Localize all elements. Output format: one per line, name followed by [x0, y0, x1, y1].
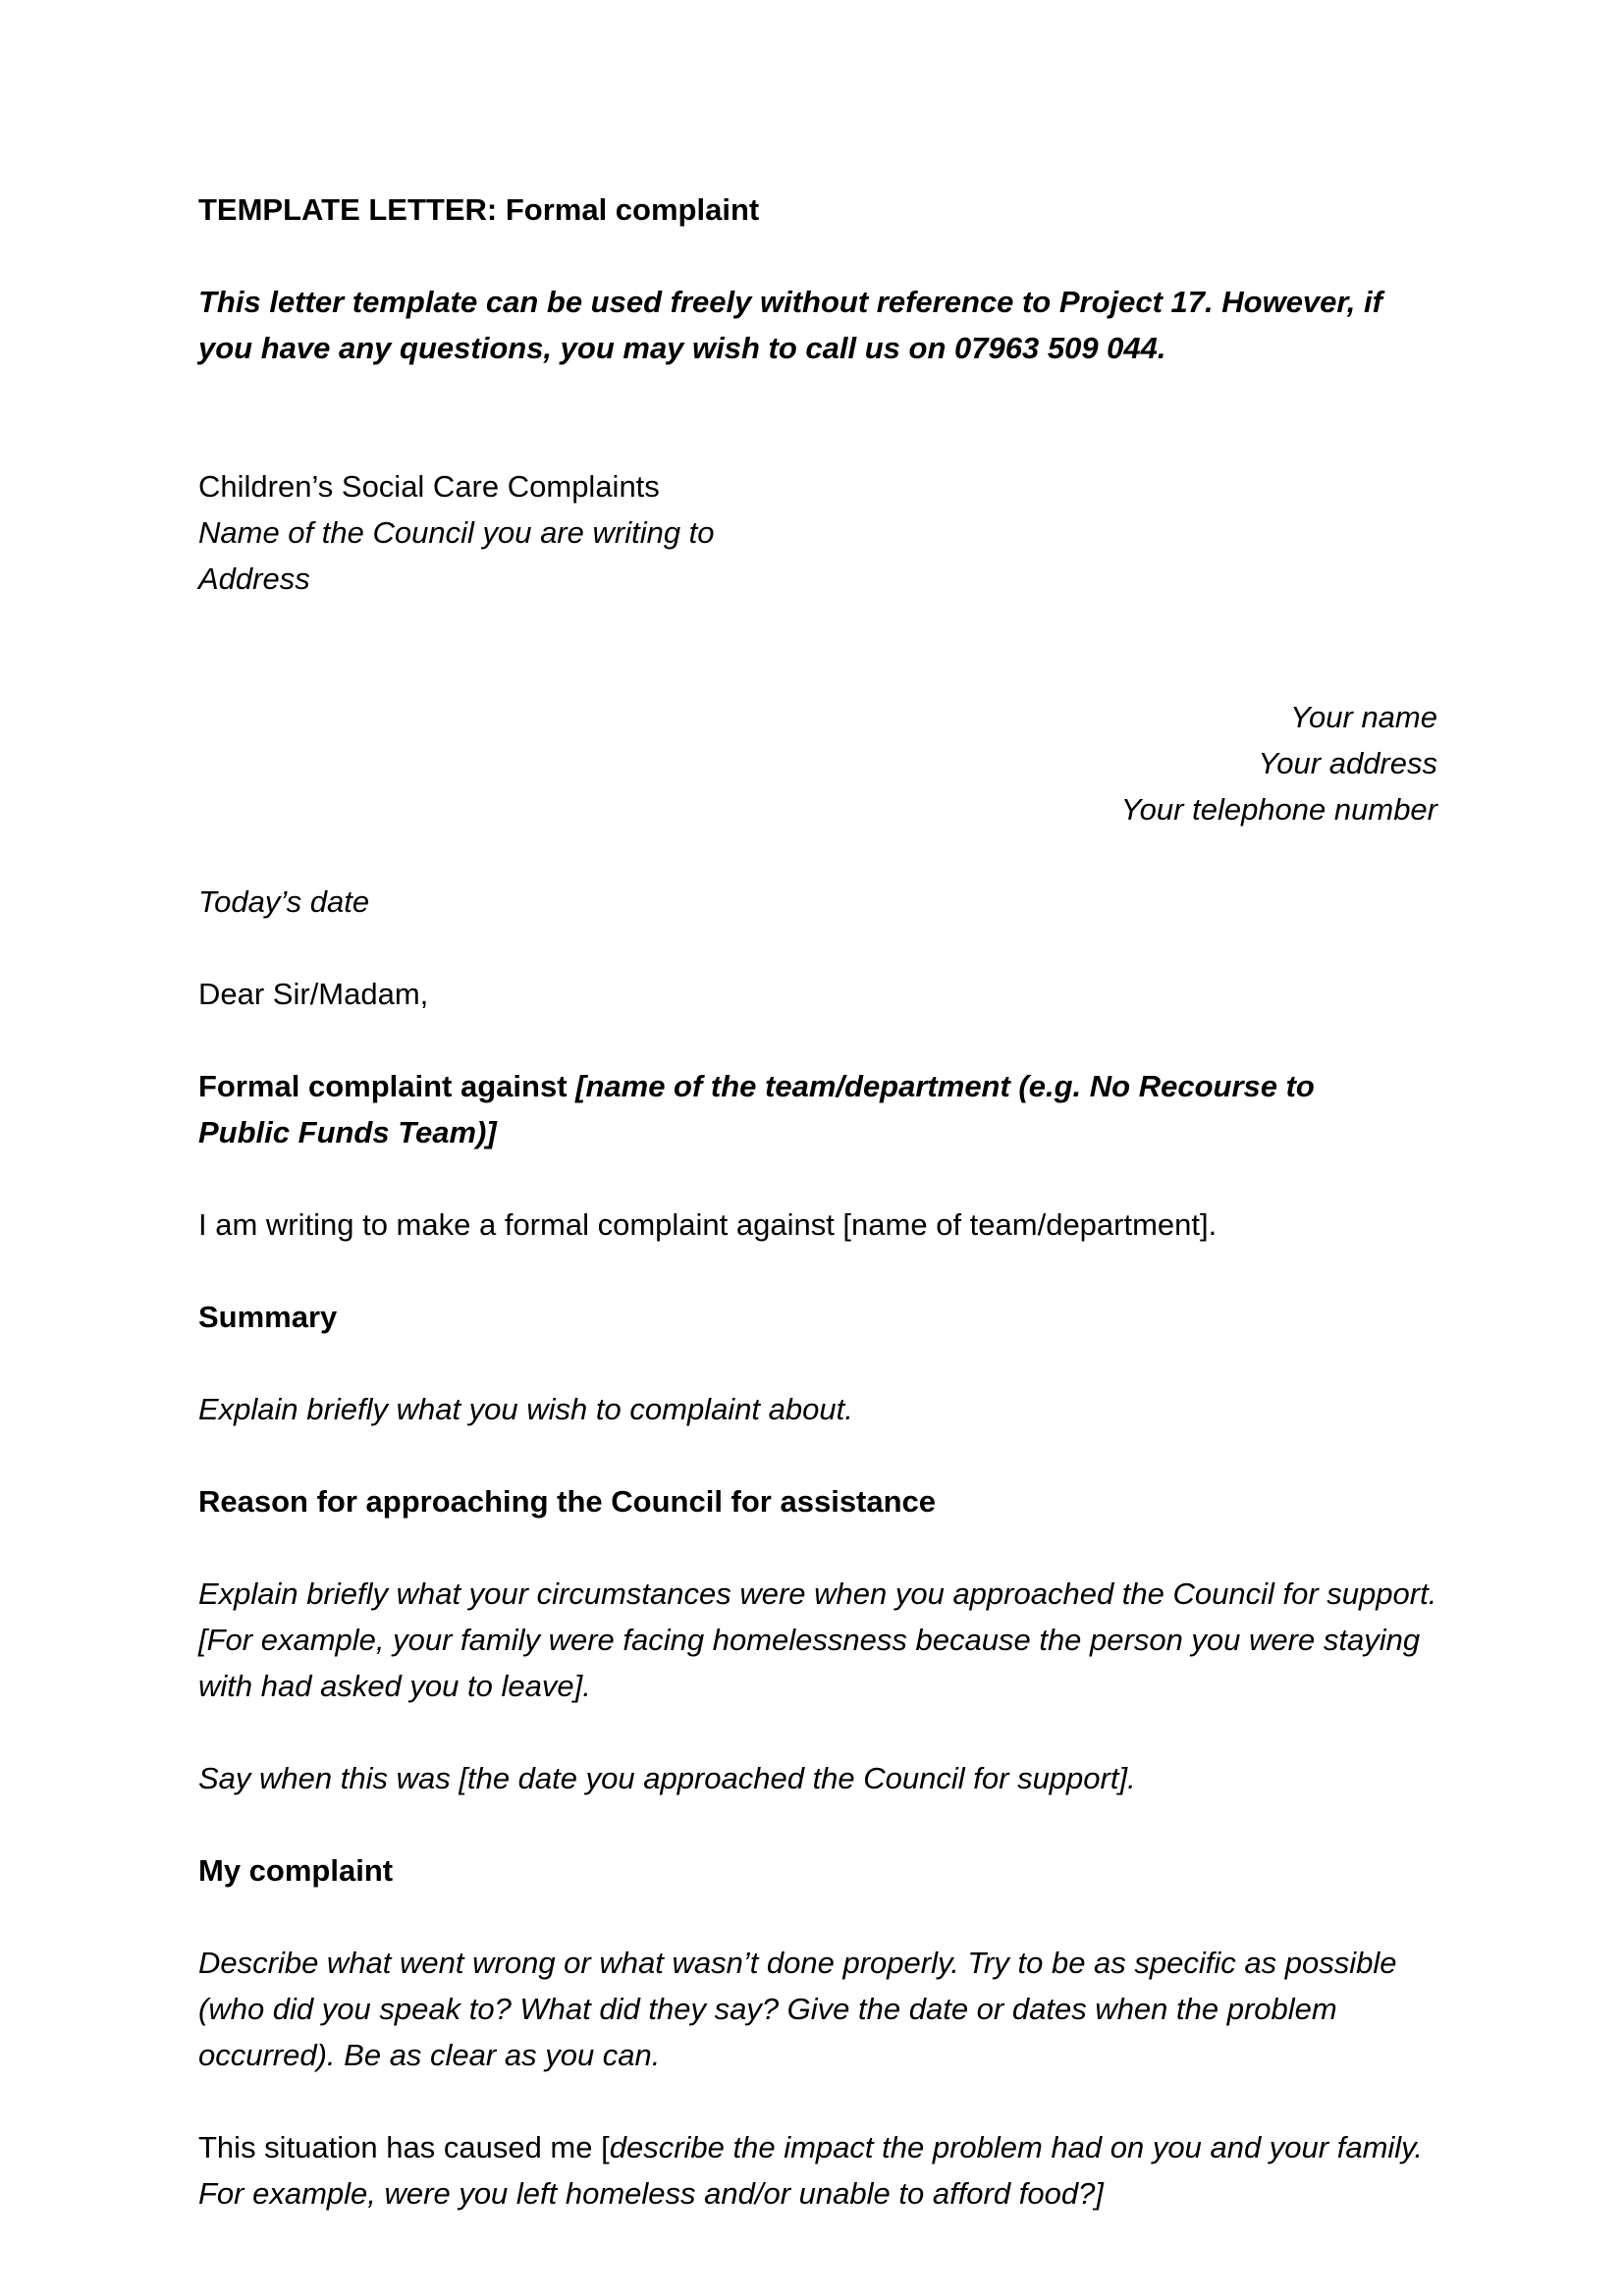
complaint-heading: My complaint — [198, 1853, 394, 1888]
sender-address: Your address — [1258, 746, 1437, 780]
intro-note: This letter template can be used freely without reference to Project 17. However, if you have any questions, you may wish to call us on 07963 509 044. — [198, 285, 1382, 365]
recipient-address: Address — [198, 561, 310, 596]
recipient-dept: Children’s Social Care Complaints — [198, 469, 660, 504]
recipient-council: Name of the Council you are writing to — [198, 515, 715, 550]
complaint-body-2 — [198, 2124, 1437, 2216]
subject-line — [198, 1063, 1437, 1155]
reason-body-2: Say when this was [the date you approached the Council for support]. — [198, 1761, 1136, 1795]
reason-heading: Reason for approaching the Council for assistance — [198, 1484, 937, 1519]
letter-title: TEMPLATE LETTER: Formal complaint — [198, 192, 760, 227]
opening-sentence: I am writing to make a formal complaint against [name of team/department]. — [198, 1207, 1218, 1242]
letter-page — [198, 187, 1437, 2216]
sender-phone: Your telephone number — [1120, 792, 1437, 827]
summary-body: Explain briefly what you wish to complaint about. — [198, 1392, 853, 1426]
reason-body-1: Explain briefly what your circumstances were when you approached the Council for support. [For example, your family were facing homelessness because the person you were staying with had asked you to leave]. — [198, 1576, 1437, 1703]
recipient-block — [198, 463, 1437, 602]
complaint-body-2-italic: describe the impact the problem had on you and your family. For example, were you left homeless and/or unable to afford food?] — [198, 2130, 1423, 2211]
summary-heading: Summary — [198, 1300, 338, 1334]
complaint-body-2-prefix: This situation has caused me [ — [198, 2130, 610, 2164]
sender-block — [198, 694, 1437, 832]
sender-name: Your name — [1290, 700, 1437, 734]
subject-prefix: Formal complaint against — [198, 1069, 576, 1103]
subject-placeholder: [name of the team/department (e.g. No Recourse to Public Funds Team)] — [198, 1069, 1315, 1149]
complaint-body-1: Describe what went wrong or what wasn’t done properly. Try to be as specific as possible (who did you speak to? What did they say? Give the date or dates when the problem occurred). Be as clear as you can. — [198, 1946, 1397, 2072]
letter-date: Today’s date — [198, 884, 370, 919]
salutation: Dear Sir/Madam, — [198, 977, 429, 1011]
